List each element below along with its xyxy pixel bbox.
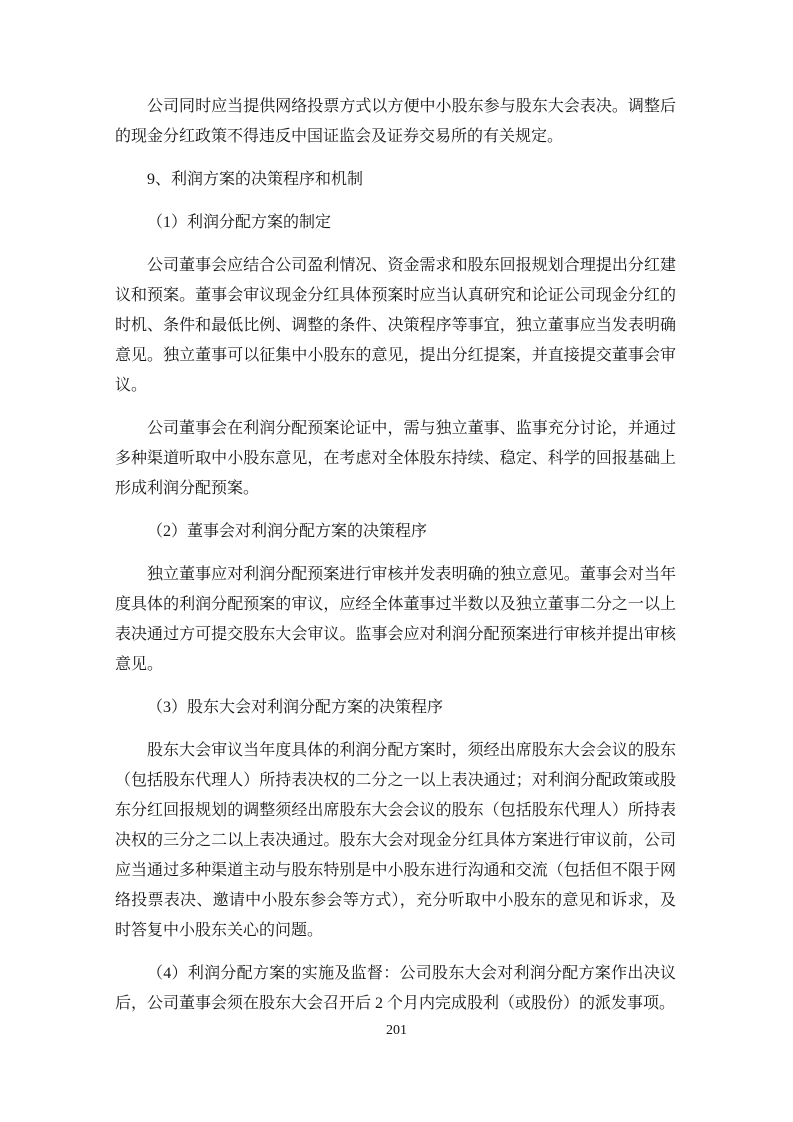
- subsection-heading-2-board-decision-procedure: （2）董事会对利润分配方案的决策程序: [147, 523, 428, 540]
- paragraph-shareholder-meeting-voting: 股东大会审议当年度具体的利润分配方案时，须经出席股东大会会议的股东（包括股东代理人）所持表决权的二分之一以上表决通过；对利润分配政策或股东分红回报规划的调整须经出席股东大会会议的股东（包括股东代理人）所持表决权的三分之二以上表决通过。股东大会对现金分红具体方案进行审议前，公司应当通过多种渠道主动与股东特别是中小股东进行沟通和交流（包括但不限于网络投票表决、邀请中小股东参会等方式），充分听取中小股东的意见和诉求，及时答复中小股东关心的问题。: [115, 742, 676, 939]
- paragraph-board-proposal: 公司董事会应结合公司盈利情况、资金需求和股东回报规划合理提出分红建议和预案。董事会审议现金分红具体预案时应当认真研究和论证公司现金分红的时机、条件和最低比例、调整的条件、决策程序等事宜，独立董事应当发表明确意见。独立董事可以征集中小股东的意见，提出分红提案，并直接提交董事会审议。: [115, 257, 676, 394]
- paragraph-network-voting: 公司同时应当提供网络投票方式以方便中小股东参与股东大会表决。调整后的现金分红政策不得违反中国证监会及证券交易所的有关规定。: [115, 98, 676, 145]
- subsection-heading-3-shareholder-meeting-procedure: （3）股东大会对利润分配方案的决策程序: [147, 699, 444, 716]
- document-body: [115, 92, 676, 1032]
- paragraph-independent-director-review: 独立董事应对利润分配预案进行审核并发表明确的独立意见。董事会对当年度具体的利润分配预案的审议，应经全体董事过半数以及独立董事二分之一以上表决通过方可提交股东大会审议。监事会应对利润分配预案进行审核并提出审核意见。: [115, 566, 676, 673]
- section-heading-9-profit-plan-procedure: 9、利润方案的决策程序和机制: [147, 171, 364, 188]
- paragraph-implementation-supervision: （4）利润分配方案的实施及监督：公司股东大会对利润分配方案作出决议后，公司董事会须在股东大会召开后 2 个月内完成股利（或股份）的派发事项。: [115, 965, 676, 1012]
- paragraph-board-discussion: 公司董事会在利润分配预案论证中，需与独立董事、监事充分讨论，并通过多种渠道听取中小股东意见，在考虑对全体股东持续、稳定、科学的回报基础上形成利润分配预案。: [115, 420, 676, 497]
- subsection-heading-1-plan-formulation: （1）利润分配方案的制定: [147, 214, 332, 231]
- page-number: 201: [386, 1023, 407, 1038]
